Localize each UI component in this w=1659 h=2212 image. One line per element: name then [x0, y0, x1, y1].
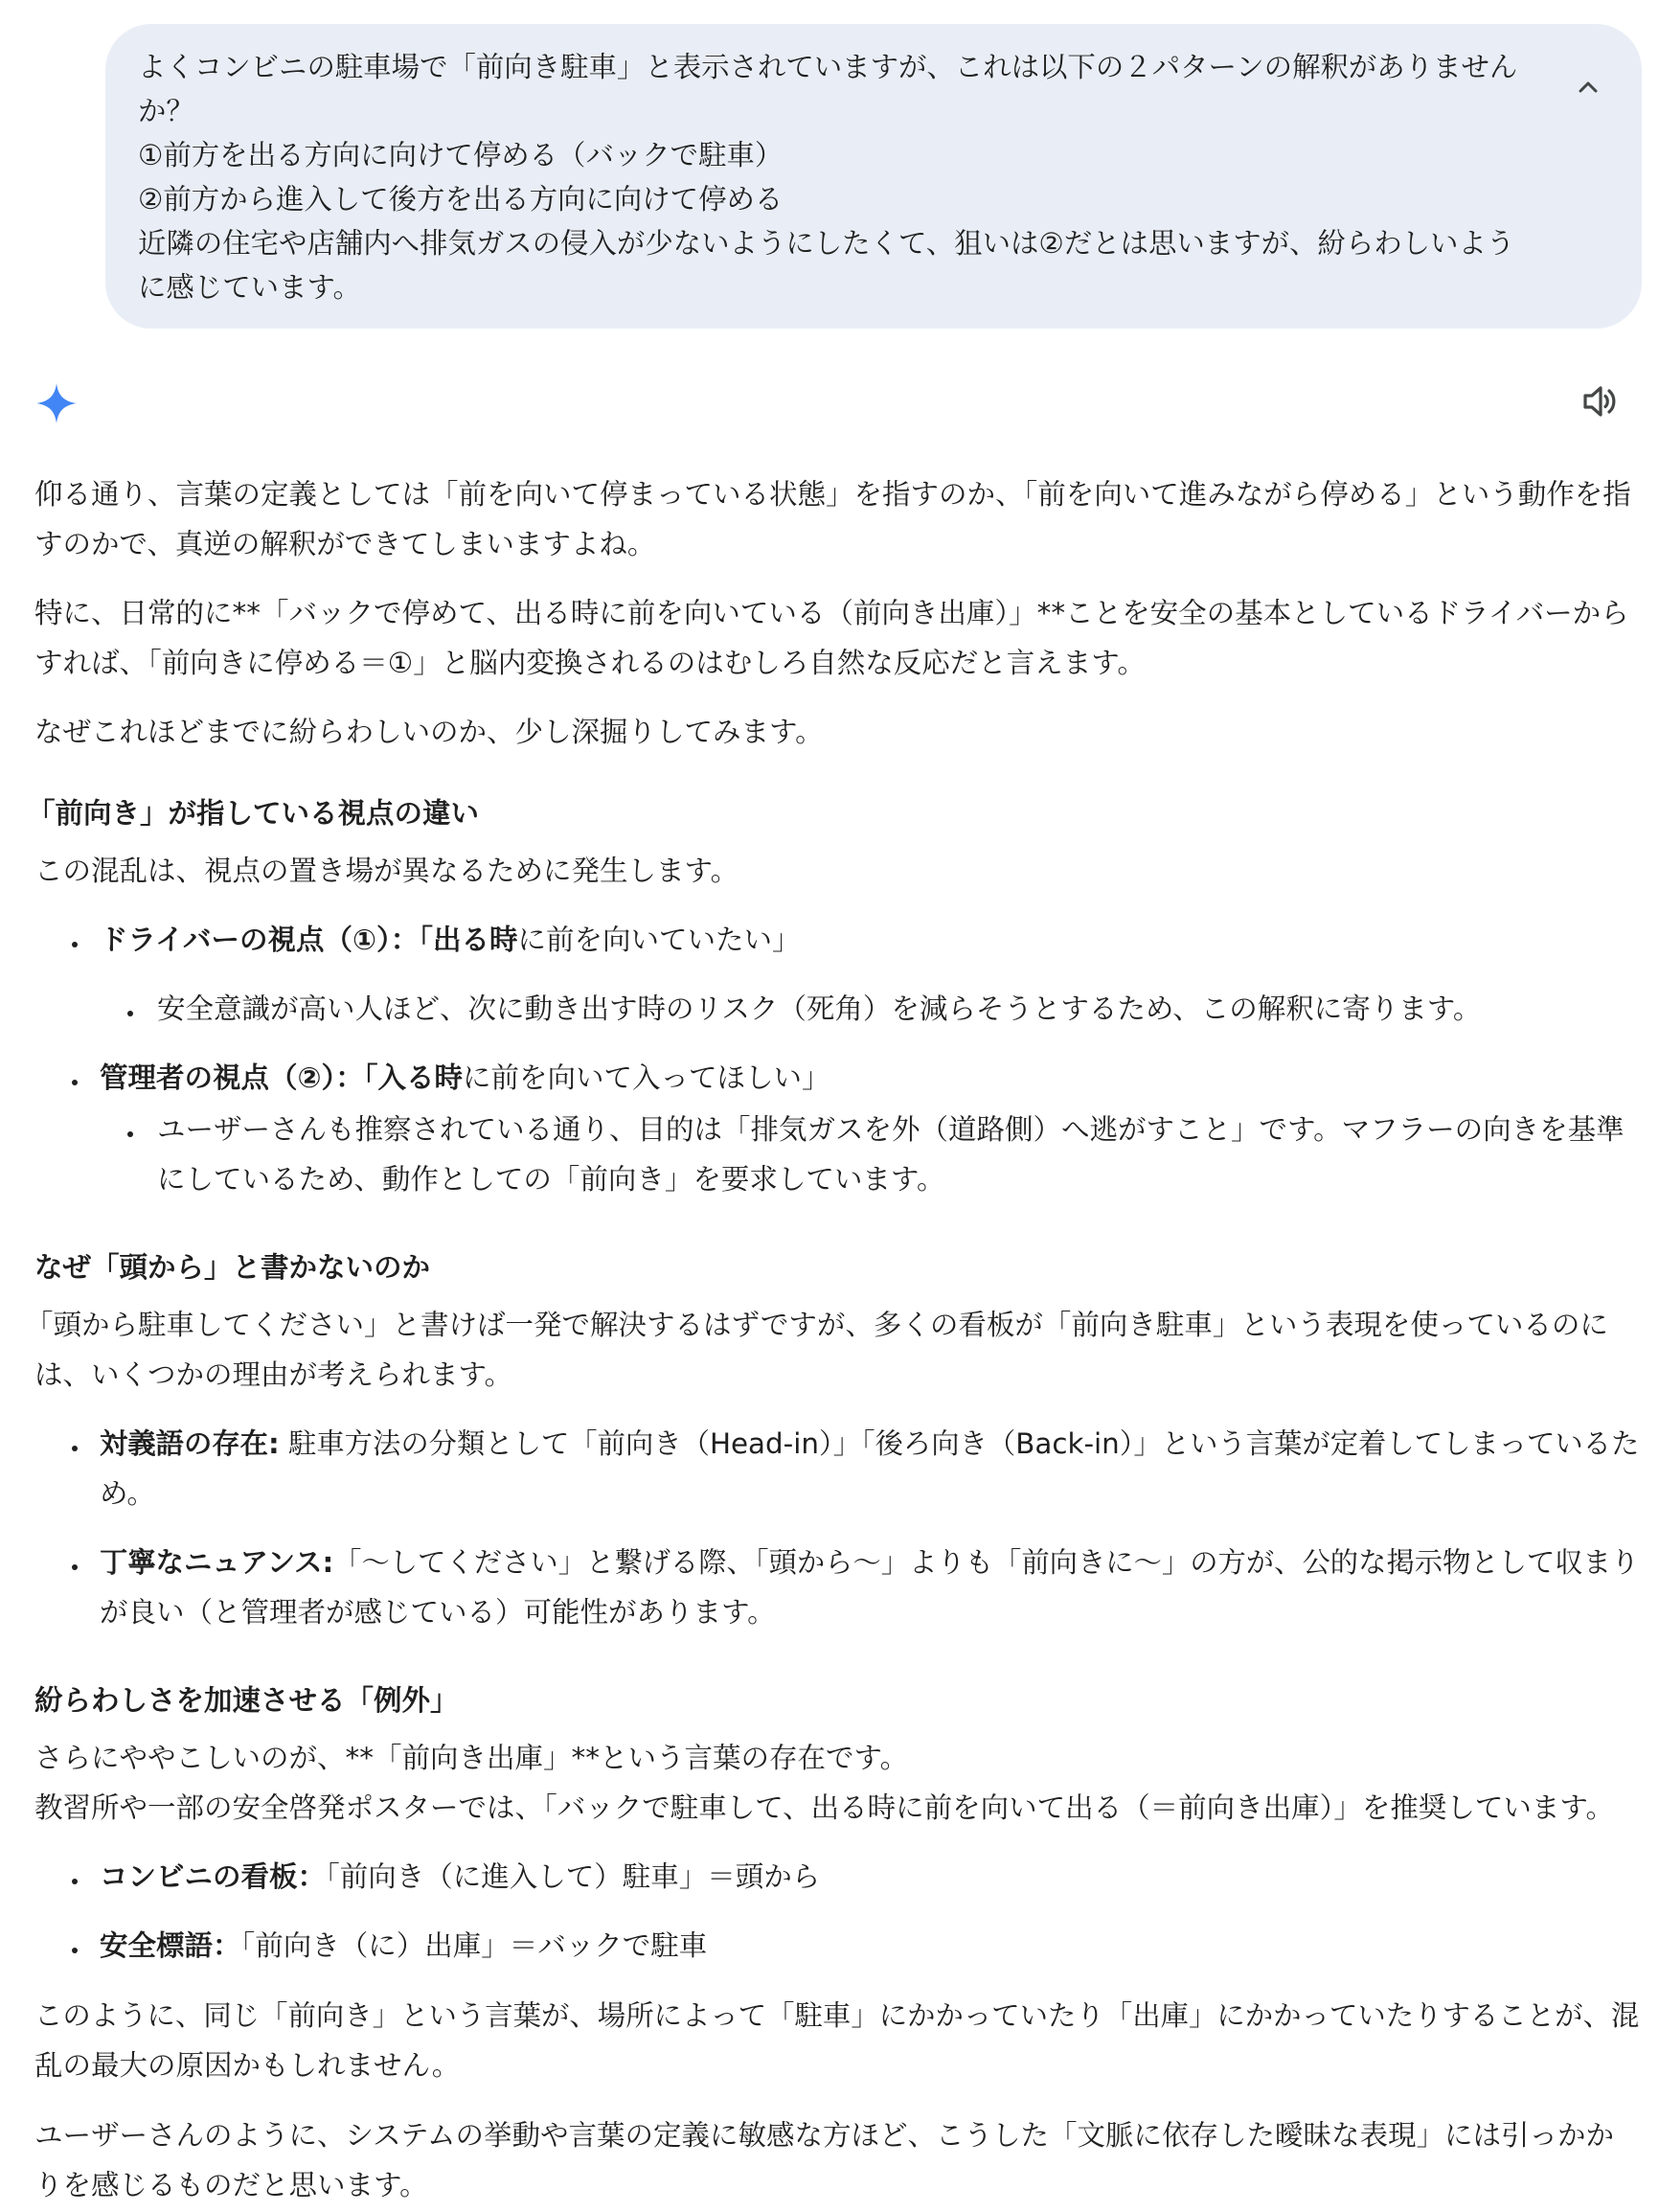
list-item — [100, 1053, 830, 1103]
paragraph-line: 乱の最大の原因かもしれません。 — [34, 2049, 461, 2082]
bullet-dot — [72, 1080, 78, 1085]
paragraph-line: なぜこれほどまでに紛らわしいのか、少し深掘りしてみます。 — [34, 716, 824, 748]
list-item — [100, 1852, 820, 1902]
section-heading: なぜ「頭から」と書かないのか — [34, 1251, 431, 1284]
bullet-dot — [127, 1131, 133, 1137]
paragraph-line: さらにややこしいのが、**「前向き出庫」**という言葉の存在です。 — [34, 1742, 909, 1774]
collapse-button[interactable] — [1569, 68, 1607, 106]
paragraph-line: 教習所や一部の安全啓発ポスターでは、「バックで駐車して、出る時に前を向いて出る（＝前向き出庫）」を推奨しています。 — [34, 1791, 1615, 1824]
user-message-line: か？ — [138, 95, 194, 127]
list-item-continuation: が良い（と管理者が感じている）可能性があります。 — [100, 1596, 776, 1629]
list-item-bold: 安全標語： — [100, 1929, 241, 1962]
paragraph-line: りを感じるものだと思います。 — [34, 2169, 428, 2201]
bullet-dot — [127, 1011, 133, 1016]
list-item — [100, 915, 801, 965]
user-message-bubble — [105, 24, 1642, 329]
paragraph-line: すれば、「前向きに停める＝①」と脳内変換されるのはむしろ自然な反応だと言えます。 — [34, 647, 1146, 679]
sub-list-item: にしているため、動作としての「前向き」を要求しています。 — [157, 1163, 945, 1196]
user-message-line: ②前方から進入して後方を出る方向に向けて停める — [138, 183, 784, 216]
list-item-text: に前を向いて入ってほしい」 — [462, 1061, 830, 1094]
list-item-bold: 対義語の存在: — [100, 1427, 280, 1460]
user-message-line: に感じています。 — [138, 271, 361, 304]
bullet-dot — [72, 1564, 78, 1570]
paragraph-line: 特に、日常的に**「バックで停めて、出る時に前を向いている（前向き出庫）」**ことを安全の基本としているドライバーから — [34, 597, 1629, 629]
section-heading: 「前向き」が指している視点の違い — [27, 797, 480, 830]
paragraph-line: すのかで、真逆の解釈ができてしまいますよね。 — [34, 528, 656, 560]
bullet-dot — [72, 1446, 78, 1451]
bullet-dot — [72, 942, 78, 947]
sub-list-item: ユーザーさんも推察されている通り、目的は「排気ガスを外（道路側）へ逃がすこと」です。マフラーの向きを基準 — [157, 1113, 1625, 1146]
user-message-line: ①前方を出る方向に向けて停める（バックで駐車） — [138, 139, 784, 171]
paragraph-line: ユーザーさんのように、システムの挙動や言葉の定義に敏感な方ほど、こうした「文脈に依存した曖昧な表現」には引っかか — [34, 2119, 1615, 2152]
list-item-bold: ドライバーの視点（①）：「出る時 — [100, 924, 518, 956]
gemini-sparkle-icon — [34, 381, 79, 425]
list-item-text: に前を向いていたい」 — [517, 924, 801, 956]
list-item-bold: 丁寧なニュアンス: — [100, 1546, 334, 1579]
chevron-up-icon — [1578, 80, 1599, 94]
bullet-dot — [72, 1879, 78, 1884]
paragraph-line: 「頭から駐車してください」と書けば一発で解決するはずですが、多くの看板が「前向き駐車」という表現を使っているのに — [25, 1309, 1608, 1341]
section-heading: 紛らわしさを加速させる「例外」 — [34, 1684, 459, 1717]
paragraph-line: このように、同じ「前向き」という言葉が、場所によって「駐車」にかかっていたり「出庫」にかかっていたりすることが、混 — [34, 1999, 1640, 2032]
bullet-dot — [72, 1948, 78, 1953]
list-item-text: 「前向き（に）出庫」＝バックで駐車 — [240, 1929, 708, 1962]
list-item-text: 「〜してください」と繋げる際、「頭から〜」よりも「前向きに〜」の方が、公的な掲示物として収まり — [333, 1546, 1640, 1579]
list-item-continuation: め。 — [100, 1477, 155, 1510]
list-item-text: 「前向き（に進入して）駐車」＝頭から — [326, 1860, 821, 1893]
user-message-line: よくコンビニの駐車場で「前向き駐車」と表示されていますが、これは以下の２パターンの解釈がありません — [138, 51, 1518, 83]
paragraph-line: 仰る通り、言葉の定義としては「前を向いて停まっている状態」を指すのか、「前を向いて進みながら停める」という動作を指 — [34, 478, 1631, 511]
list-item — [100, 1419, 1639, 1469]
list-item — [100, 1538, 1639, 1587]
user-message-line: 近隣の住宅や店舗内へ排気ガスの侵入が少ないようにしたくて、狙いは②だとは思いますが、紛らわしいよう — [138, 227, 1515, 260]
paragraph-line: は、いくつかの理由が考えられます。 — [34, 1358, 513, 1391]
sub-list-item: 安全意識が高い人ほど、次に動き出す時のリスク（死角）を減らそうとするため、この解釈に寄ります。 — [157, 992, 1482, 1025]
list-item-bold: 管理者の視点（②）：「入る時 — [100, 1061, 463, 1094]
list-item — [100, 1921, 707, 1971]
speaker-icon[interactable] — [1579, 379, 1623, 423]
paragraph-line: この混乱は、視点の置き場が異なるために発生します。 — [34, 855, 739, 887]
list-item-text: 駐車方法の分類として「前向き（Head-in）」「後ろ向き（Back-in）」という言葉が定着してしまっているた — [279, 1427, 1640, 1460]
list-item-bold: コンビニの看板： — [100, 1860, 327, 1893]
